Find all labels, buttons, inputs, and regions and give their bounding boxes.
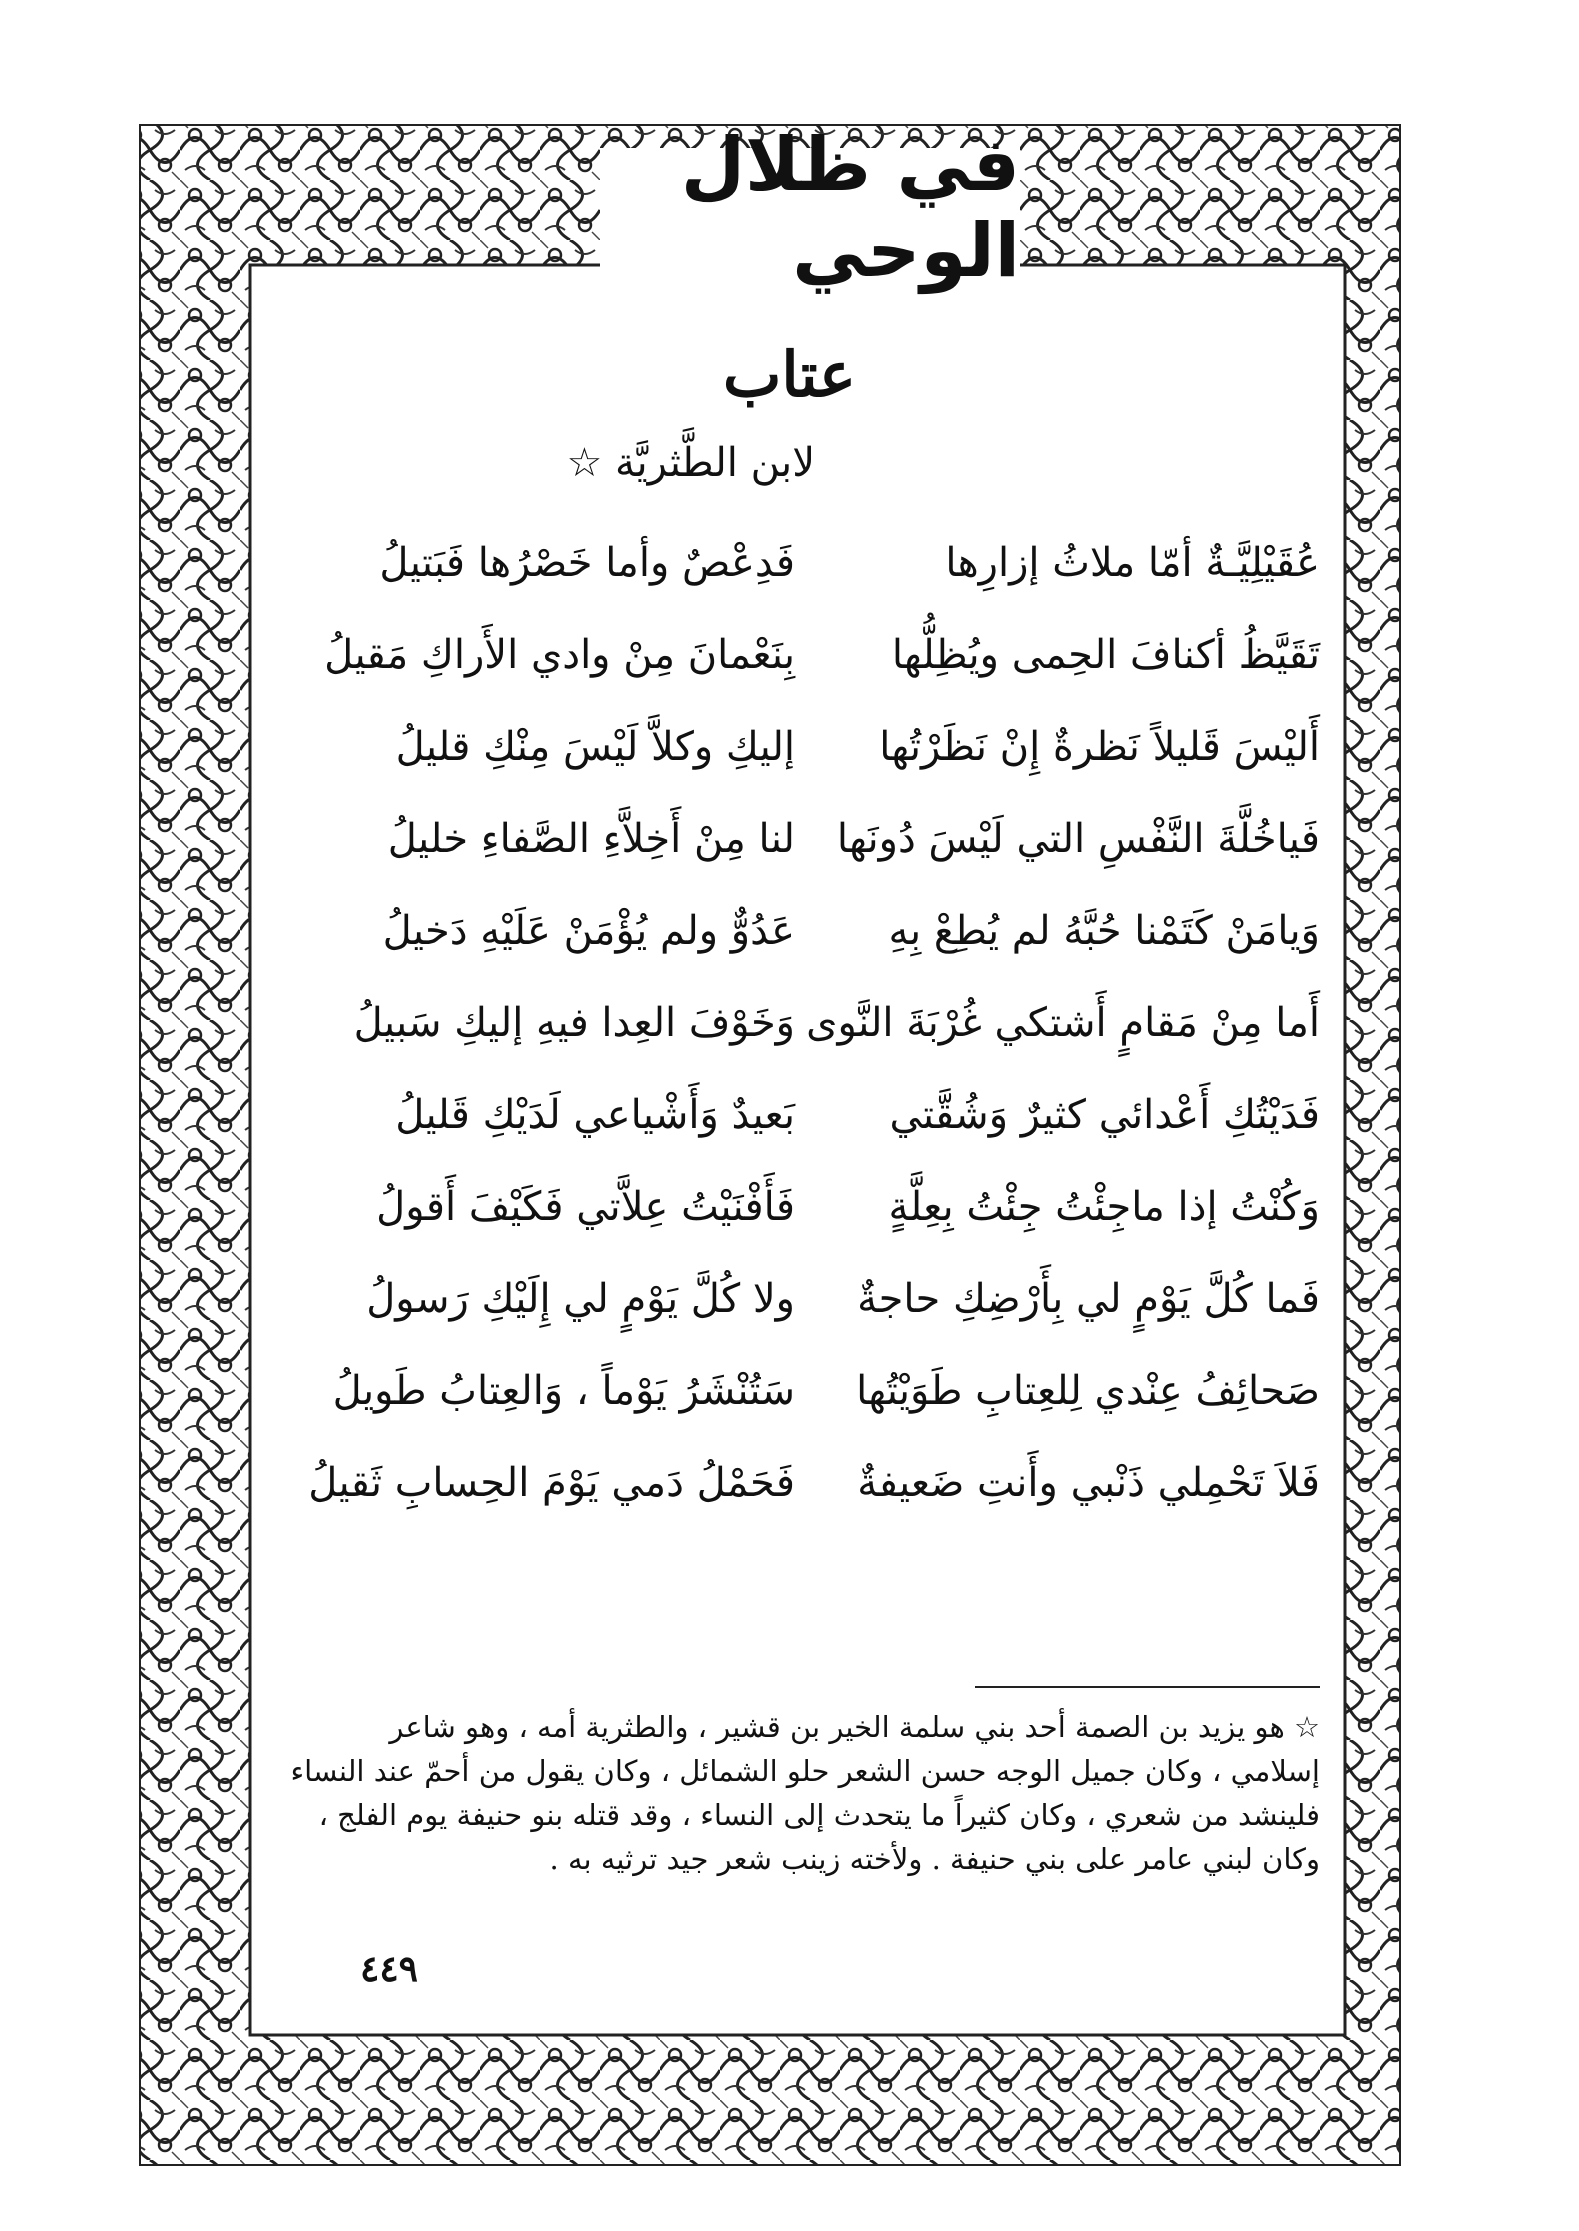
verse-second-hemistich: عَدُوٌّ ولم يُؤْمَنْ عَلَيْهِ دَخيلُ	[382, 908, 795, 954]
verse	[308, 1460, 1320, 1552]
footnote	[290, 1705, 1320, 1881]
verse-first-hemistich: فَلاَ تَحْمِلي ذَنْبي وأَنتِ ضَعيفةٌ	[857, 1460, 1320, 1506]
verse-second-hemistich: فَحَمْلُ دَمي يَوْمَ الحِسابِ ثَقيلُ	[308, 1460, 795, 1506]
verse	[320, 1000, 1320, 1092]
header-plate	[600, 122, 1020, 294]
verse-first-hemistich: أَليْسَ قَليلاً نَظرةٌ إِنْ نَظَرْتُها	[879, 724, 1320, 770]
verse-first-hemistich: فَدَيْتُكِ أَعْدائي كثيرٌ وَشُقَّتي	[889, 1092, 1320, 1138]
poem-verses	[308, 540, 1320, 1552]
verse	[320, 540, 1320, 632]
verse-first-hemistich: وَكُنْتُ إذا ماجِئْتُ جِئْتُ بِعِلَّةٍ	[888, 1184, 1320, 1230]
verse-second-hemistich: بِنَعْمانَ مِنْ وادي الأَراكِ مَقيلُ	[324, 632, 795, 678]
footnote-separator	[975, 1686, 1320, 1688]
verse-first-hemistich: صَحائِفُ عِنْدي لِلعِتابِ طَوَيْتُها	[856, 1368, 1320, 1414]
running-header-title: في ظلال الوحي	[680, 122, 1020, 294]
verse-second-hemistich: وَخَوْفَ العِدا فيهِ إليكِ سَبيلُ	[353, 1000, 795, 1046]
border-bottom	[140, 2035, 1400, 2165]
verse	[320, 632, 1320, 724]
verse-first-hemistich: وَيامَنْ كَتَمْنا حُبَّهُ لم يُطِعْ بِهِ	[888, 908, 1320, 954]
verse-second-hemistich: فَأَفْنَيْتُ عِلاَّتي فَكَيْفَ أَقولُ	[376, 1184, 795, 1230]
verse-first-hemistich: تَقَيَّظُ أكنافَ الحِمى ويُظِلُّها	[891, 632, 1320, 678]
poem-title: عتاب	[723, 338, 856, 411]
verse	[320, 724, 1320, 816]
verse	[320, 1092, 1320, 1184]
verse	[320, 1276, 1320, 1368]
verse-second-hemistich: لنا مِنْ أَخِلاَّءِ الصَّفاءِ خليلُ	[387, 816, 795, 862]
verse-first-hemistich: فَما كُلَّ يَوْمٍ لي بِأَرْضِكِ حاجةٌ	[857, 1276, 1320, 1322]
poem-attribution: لابن الطَّثريَّة ☆	[566, 440, 815, 486]
footnote-line: إسلامي ، وكان جميل الوجه حسن الشعر حلو الشمائل ، وكان يقول من أحمّ عند النساء	[290, 1754, 1320, 1788]
page-number: ٤٤٩	[360, 1948, 419, 1990]
verse-second-hemistich: إليكِ وكلاَّ لَيْسَ مِنْكِ قليلُ	[395, 724, 795, 770]
verse-second-hemistich: ولا كُلَّ يَوْمٍ لي إِلَيْكِ رَسولُ	[366, 1276, 795, 1322]
verse	[320, 1184, 1320, 1276]
footnote-line: ☆ هو يزيد بن الصمة أحد بني سلمة الخير بن قشير ، والطثرية أمه ، وهو شاعر	[389, 1710, 1320, 1744]
verse-first-hemistich: فَياخُلَّةَ النَّفْسِ التي لَيْسَ دُونَها	[836, 816, 1320, 862]
verse	[320, 908, 1320, 1000]
verse-second-hemistich: فَدِعْصٌ وأما خَصْرُها فَبَتيلُ	[379, 540, 795, 586]
verse-first-hemistich: أَما مِنْ مَقامٍ أَشتكي غُرْبَةَ النَّوى	[806, 1000, 1320, 1046]
verse-first-hemistich: عُقَيْلِيَّـةٌ أمّا ملاثُ إزارِها	[945, 540, 1320, 586]
border-left	[140, 125, 250, 2165]
verse-second-hemistich: بَعيدٌ وَأَشْياعي لَدَيْكِ قَليلُ	[395, 1092, 795, 1138]
footnote-line: فلينشد من شعري ، وكان كثيراً ما يتحدث إلى النساء ، وقد قتله بنو حنيفة يوم الفلج ،	[318, 1798, 1320, 1832]
verse	[320, 1368, 1320, 1460]
verse-second-hemistich: سَتُنْشَرُ يَوْماً ، وَالعِتابُ طَويلُ	[332, 1368, 795, 1414]
verse	[320, 816, 1320, 908]
footnote-line: وكان لبني عامر على بني حنيفة . ولأخته زينب شعر جيد ترثيه به .	[549, 1842, 1320, 1876]
border-right	[1345, 125, 1400, 2165]
